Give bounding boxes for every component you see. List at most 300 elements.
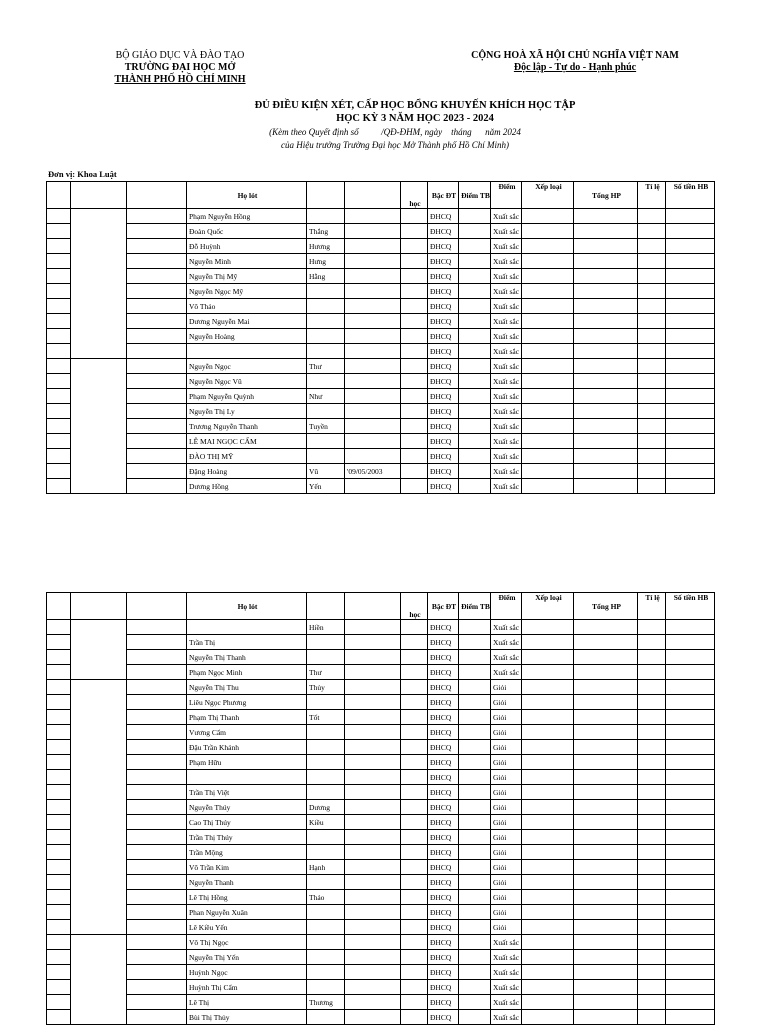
cell-ho-lot: Lê Thị Hồng bbox=[187, 890, 307, 905]
cell-xep-loai: Giỏi bbox=[491, 890, 522, 905]
cell-ngay-sinh bbox=[345, 710, 401, 725]
title-line-2: HỌC KỲ 3 NĂM HỌC 2023 - 2024 bbox=[336, 113, 494, 124]
table-cell bbox=[638, 935, 666, 950]
table-cell bbox=[71, 419, 127, 434]
table-cell bbox=[522, 419, 574, 434]
table-cell bbox=[522, 374, 574, 389]
cell-ten bbox=[307, 875, 345, 890]
table-cell bbox=[574, 389, 638, 404]
cell-xep-loai: Giỏi bbox=[491, 905, 522, 920]
table-cell bbox=[459, 479, 491, 494]
cell-ten: Hương bbox=[307, 239, 345, 254]
table-cell bbox=[71, 650, 127, 665]
table-cell bbox=[522, 239, 574, 254]
cell-xep-loai: Giỏi bbox=[491, 770, 522, 785]
cell-bac-dt: ĐHCQ bbox=[428, 299, 459, 314]
table-row bbox=[47, 665, 715, 680]
cell-xep-loai: Giỏi bbox=[491, 785, 522, 800]
table-cell bbox=[574, 314, 638, 329]
cell-xep-loai: Giỏi bbox=[491, 920, 522, 935]
cell-ngay-sinh bbox=[345, 1010, 401, 1025]
table-cell bbox=[459, 650, 491, 665]
cell-bac-dt: ĐHCQ bbox=[428, 665, 459, 680]
table-cell bbox=[71, 374, 127, 389]
table-cell bbox=[401, 905, 428, 920]
table-cell bbox=[71, 1010, 127, 1025]
table-cell bbox=[401, 950, 428, 965]
cell-xep-loai: Xuất sắc bbox=[491, 374, 522, 389]
table-cell bbox=[127, 695, 187, 710]
table-cell bbox=[459, 209, 491, 224]
cell-xep-loai: Xuất sắc bbox=[491, 209, 522, 224]
table-cell bbox=[574, 344, 638, 359]
table-cell bbox=[638, 740, 666, 755]
table-cell bbox=[47, 815, 71, 830]
table-row bbox=[47, 434, 715, 449]
table-cell bbox=[638, 920, 666, 935]
cell-ngay-sinh bbox=[345, 980, 401, 995]
table-cell bbox=[666, 680, 715, 695]
col-header-bac-dt: Bậc ĐT bbox=[428, 593, 459, 620]
table-cell bbox=[459, 1010, 491, 1025]
table-cell bbox=[47, 680, 71, 695]
table-row bbox=[47, 449, 715, 464]
table-cell bbox=[666, 815, 715, 830]
table-cell bbox=[459, 770, 491, 785]
table-cell bbox=[574, 905, 638, 920]
table-cell bbox=[522, 209, 574, 224]
cell-xep-loai: Xuất sắc bbox=[491, 434, 522, 449]
cell-ngay-sinh bbox=[345, 479, 401, 494]
header-cell bbox=[127, 182, 187, 209]
table-cell bbox=[47, 905, 71, 920]
table-cell bbox=[666, 665, 715, 680]
table-cell bbox=[127, 770, 187, 785]
table-cell bbox=[71, 329, 127, 344]
cell-xep-loai: Xuất sắc bbox=[491, 950, 522, 965]
cell-ho-lot bbox=[187, 770, 307, 785]
table-cell bbox=[638, 965, 666, 980]
table-cell bbox=[401, 269, 428, 284]
cell-ten bbox=[307, 725, 345, 740]
table-cell bbox=[127, 299, 187, 314]
table-cell bbox=[47, 665, 71, 680]
table-cell bbox=[522, 1010, 574, 1025]
table-row bbox=[47, 965, 715, 980]
cell-ho-lot: Nguyễn Ngọc Mỹ bbox=[187, 284, 307, 299]
table-cell bbox=[666, 284, 715, 299]
table-cell bbox=[401, 419, 428, 434]
table-cell bbox=[522, 359, 574, 374]
header-cell bbox=[345, 182, 401, 209]
cell-ten bbox=[307, 284, 345, 299]
table-cell bbox=[666, 620, 715, 635]
institution-header bbox=[60, 50, 300, 86]
table-cell bbox=[666, 635, 715, 650]
cell-xep-loai: Xuất sắc bbox=[491, 359, 522, 374]
cell-ho-lot: Nguyễn Thị Yến bbox=[187, 950, 307, 965]
table-cell bbox=[401, 1010, 428, 1025]
cell-bac-dt: ĐHCQ bbox=[428, 965, 459, 980]
table-cell bbox=[401, 209, 428, 224]
table-cell bbox=[71, 875, 127, 890]
cell-ho-lot: Nguyễn Ngọc bbox=[187, 359, 307, 374]
table-cell bbox=[71, 695, 127, 710]
table-row bbox=[47, 389, 715, 404]
table-cell bbox=[71, 770, 127, 785]
header-cell bbox=[307, 182, 345, 209]
table-cell bbox=[666, 224, 715, 239]
table-row bbox=[47, 464, 715, 479]
table-cell bbox=[666, 404, 715, 419]
table-cell bbox=[47, 449, 71, 464]
cell-ngay-sinh bbox=[345, 344, 401, 359]
table-cell bbox=[574, 284, 638, 299]
table-cell bbox=[459, 890, 491, 905]
table-cell bbox=[522, 770, 574, 785]
table-cell bbox=[459, 299, 491, 314]
table-cell bbox=[638, 950, 666, 965]
cell-ngay-sinh bbox=[345, 905, 401, 920]
table-cell bbox=[459, 665, 491, 680]
cell-bac-dt: ĐHCQ bbox=[428, 890, 459, 905]
table-cell bbox=[71, 665, 127, 680]
table-cell bbox=[47, 389, 71, 404]
table-cell bbox=[638, 1010, 666, 1025]
table-cell bbox=[127, 419, 187, 434]
table-cell bbox=[401, 995, 428, 1010]
table-cell bbox=[71, 344, 127, 359]
table-cell bbox=[47, 284, 71, 299]
table-cell bbox=[459, 344, 491, 359]
table-cell bbox=[401, 665, 428, 680]
col-header-xep-loai: Xếp loại bbox=[522, 593, 574, 620]
cell-ngay-sinh bbox=[345, 920, 401, 935]
col-header-tong-hp: Tổng HP bbox=[574, 182, 638, 209]
table-cell bbox=[459, 389, 491, 404]
table-cell bbox=[574, 860, 638, 875]
cell-ngay-sinh bbox=[345, 815, 401, 830]
cell-ten: Hưng bbox=[307, 254, 345, 269]
table-row bbox=[47, 479, 715, 494]
table-cell bbox=[401, 845, 428, 860]
cell-xep-loai: Giỏi bbox=[491, 800, 522, 815]
table-cell bbox=[47, 740, 71, 755]
cell-ngay-sinh bbox=[345, 635, 401, 650]
cell-ho-lot: Lê Thị bbox=[187, 995, 307, 1010]
cell-xep-loai: Giỏi bbox=[491, 710, 522, 725]
table-cell bbox=[401, 404, 428, 419]
table-cell bbox=[666, 770, 715, 785]
table-cell bbox=[47, 464, 71, 479]
table-cell bbox=[71, 965, 127, 980]
cell-bac-dt: ĐHCQ bbox=[428, 449, 459, 464]
cell-xep-loai: Xuất sắc bbox=[491, 479, 522, 494]
cell-ten bbox=[307, 965, 345, 980]
table-cell bbox=[638, 239, 666, 254]
table-cell bbox=[47, 635, 71, 650]
table-cell bbox=[574, 695, 638, 710]
table-cell bbox=[459, 314, 491, 329]
table-cell bbox=[666, 785, 715, 800]
cell-ngay-sinh bbox=[345, 224, 401, 239]
table-cell bbox=[401, 254, 428, 269]
table-cell bbox=[459, 620, 491, 635]
table-cell bbox=[71, 224, 127, 239]
header-cell bbox=[71, 182, 127, 209]
cell-bac-dt: ĐHCQ bbox=[428, 329, 459, 344]
decision-note-line-2: của Hiệu trưởng Trường Đại học Mở Thành phố Hồ Chí Minh) bbox=[281, 140, 509, 150]
table-row bbox=[47, 269, 715, 284]
cell-ngay-sinh bbox=[345, 800, 401, 815]
table-cell bbox=[574, 479, 638, 494]
table-cell bbox=[522, 620, 574, 635]
table-cell bbox=[574, 404, 638, 419]
table-cell bbox=[666, 740, 715, 755]
cell-xep-loai: Giỏi bbox=[491, 755, 522, 770]
table-row bbox=[47, 920, 715, 935]
cell-ngay-sinh bbox=[345, 329, 401, 344]
cell-ho-lot: Võ Thị Ngọc bbox=[187, 935, 307, 950]
table-cell bbox=[401, 239, 428, 254]
cell-ho-lot: Bùi Thị Thủy bbox=[187, 1010, 307, 1025]
table-cell bbox=[401, 299, 428, 314]
table-cell bbox=[574, 359, 638, 374]
table-cell bbox=[522, 950, 574, 965]
table-cell bbox=[401, 965, 428, 980]
cell-ho-lot: Dương Nguyễn Mai bbox=[187, 314, 307, 329]
table-cell bbox=[522, 755, 574, 770]
table-cell bbox=[666, 800, 715, 815]
col-header-ti-le: Tỉ lệ bbox=[638, 593, 666, 620]
table-cell bbox=[47, 209, 71, 224]
cell-ngay-sinh bbox=[345, 950, 401, 965]
table-cell bbox=[522, 875, 574, 890]
table-row bbox=[47, 1010, 715, 1025]
table-cell bbox=[522, 254, 574, 269]
table-cell bbox=[522, 785, 574, 800]
table-cell bbox=[127, 329, 187, 344]
cell-bac-dt: ĐHCQ bbox=[428, 254, 459, 269]
table-cell bbox=[71, 740, 127, 755]
decision-note-line-1: (Kèm theo Quyết định số /QĐ-ĐHM, ngày tháng năm 2024 bbox=[269, 127, 521, 137]
table-cell bbox=[666, 299, 715, 314]
cell-bac-dt: ĐHCQ bbox=[428, 740, 459, 755]
cell-ngay-sinh bbox=[345, 359, 401, 374]
table-cell bbox=[666, 239, 715, 254]
table-cell bbox=[401, 980, 428, 995]
cell-ten: Vũ bbox=[307, 464, 345, 479]
cell-xep-loai: Xuất sắc bbox=[491, 404, 522, 419]
col-header-ho-lot: Họ lót bbox=[187, 182, 307, 209]
cell-ten: Thư bbox=[307, 359, 345, 374]
table-cell bbox=[638, 269, 666, 284]
table-row bbox=[47, 620, 715, 635]
cell-ten: Thư bbox=[307, 665, 345, 680]
table-cell bbox=[71, 464, 127, 479]
cell-ngay-sinh bbox=[345, 254, 401, 269]
cell-bac-dt: ĐHCQ bbox=[428, 344, 459, 359]
table-cell bbox=[459, 419, 491, 434]
cell-xep-loai: Xuất sắc bbox=[491, 329, 522, 344]
table-cell bbox=[459, 434, 491, 449]
table-cell bbox=[127, 479, 187, 494]
cell-xep-loai: Xuất sắc bbox=[491, 665, 522, 680]
table-cell bbox=[522, 434, 574, 449]
table-cell bbox=[459, 755, 491, 770]
table-cell bbox=[47, 770, 71, 785]
table-cell bbox=[666, 995, 715, 1010]
table-cell bbox=[127, 830, 187, 845]
table-row bbox=[47, 239, 715, 254]
table-cell bbox=[666, 269, 715, 284]
cell-ten: Thủy bbox=[307, 680, 345, 695]
col-header-hoc: học bbox=[401, 182, 428, 209]
cell-ngay-sinh bbox=[345, 725, 401, 740]
table-cell bbox=[47, 419, 71, 434]
cell-xep-loai: Xuất sắc bbox=[491, 965, 522, 980]
table-row bbox=[47, 740, 715, 755]
col-header-diem: Điểm bbox=[491, 593, 522, 620]
table-cell bbox=[71, 209, 127, 224]
cell-bac-dt: ĐHCQ bbox=[428, 980, 459, 995]
table-cell bbox=[522, 980, 574, 995]
cell-ngay-sinh bbox=[345, 299, 401, 314]
cell-ho-lot: Phạm Hữu bbox=[187, 755, 307, 770]
cell-bac-dt: ĐHCQ bbox=[428, 710, 459, 725]
table-cell bbox=[574, 770, 638, 785]
table-cell bbox=[522, 479, 574, 494]
cell-ngay-sinh bbox=[345, 755, 401, 770]
cell-bac-dt: ĐHCQ bbox=[428, 770, 459, 785]
table-row bbox=[47, 815, 715, 830]
table-cell bbox=[71, 434, 127, 449]
table-row bbox=[47, 374, 715, 389]
table-cell bbox=[127, 359, 187, 374]
table-row bbox=[47, 890, 715, 905]
table-cell bbox=[127, 344, 187, 359]
table-cell bbox=[638, 680, 666, 695]
cell-ten bbox=[307, 740, 345, 755]
table-cell bbox=[638, 710, 666, 725]
table-cell bbox=[522, 965, 574, 980]
cell-ngay-sinh bbox=[345, 284, 401, 299]
table-cell bbox=[47, 344, 71, 359]
table-header-row bbox=[47, 182, 715, 209]
table-cell bbox=[401, 830, 428, 845]
table-cell bbox=[459, 830, 491, 845]
table-row bbox=[47, 770, 715, 785]
cell-ngay-sinh bbox=[345, 935, 401, 950]
cell-ho-lot: Phạm Nguyễn Quỳnh bbox=[187, 389, 307, 404]
table-cell bbox=[127, 920, 187, 935]
table-cell bbox=[71, 800, 127, 815]
table-cell bbox=[574, 464, 638, 479]
cell-bac-dt: ĐHCQ bbox=[428, 725, 459, 740]
table-row bbox=[47, 329, 715, 344]
table-cell bbox=[666, 845, 715, 860]
cell-xep-loai: Xuất sắc bbox=[491, 224, 522, 239]
cell-xep-loai: Xuất sắc bbox=[491, 1010, 522, 1025]
cell-ten bbox=[307, 1010, 345, 1025]
cell-ngay-sinh bbox=[345, 665, 401, 680]
table-cell bbox=[574, 239, 638, 254]
cell-ho-lot: LÊ MAI NGỌC CẨM bbox=[187, 434, 307, 449]
table-cell bbox=[638, 254, 666, 269]
table-cell bbox=[574, 950, 638, 965]
table-cell bbox=[47, 620, 71, 635]
table-cell bbox=[127, 650, 187, 665]
cell-ten bbox=[307, 980, 345, 995]
cell-ho-lot: Trần Thị bbox=[187, 635, 307, 650]
table-cell bbox=[459, 980, 491, 995]
table-cell bbox=[522, 404, 574, 419]
cell-ho-lot: Đặng Hoàng bbox=[187, 464, 307, 479]
cell-bac-dt: ĐHCQ bbox=[428, 845, 459, 860]
cell-ho-lot: Dương Hồng bbox=[187, 479, 307, 494]
table-cell bbox=[638, 875, 666, 890]
table-cell bbox=[71, 935, 127, 950]
table-cell bbox=[574, 845, 638, 860]
table-cell bbox=[71, 404, 127, 419]
cell-xep-loai: Xuất sắc bbox=[491, 389, 522, 404]
table-cell bbox=[127, 815, 187, 830]
table-cell bbox=[638, 479, 666, 494]
cell-ho-lot: Phan Nguyễn Xuân bbox=[187, 905, 307, 920]
document-title bbox=[200, 99, 630, 125]
table-cell bbox=[666, 695, 715, 710]
table-cell bbox=[638, 464, 666, 479]
header-cell bbox=[47, 182, 71, 209]
cell-ho-lot: Phạm Ngọc Minh bbox=[187, 665, 307, 680]
table-cell bbox=[127, 875, 187, 890]
cell-ten bbox=[307, 209, 345, 224]
table-cell bbox=[71, 359, 127, 374]
col-header-diem-tb: Điểm TB bbox=[459, 182, 491, 209]
cell-ten bbox=[307, 314, 345, 329]
header-cell bbox=[345, 593, 401, 620]
decision-note bbox=[160, 126, 630, 152]
cell-xep-loai: Giỏi bbox=[491, 815, 522, 830]
table-cell bbox=[666, 980, 715, 995]
cell-bac-dt: ĐHCQ bbox=[428, 935, 459, 950]
table-cell bbox=[666, 905, 715, 920]
cell-ten bbox=[307, 920, 345, 935]
cell-bac-dt: ĐHCQ bbox=[428, 680, 459, 695]
table-cell bbox=[574, 710, 638, 725]
cell-ho-lot: Nguyễn Thanh bbox=[187, 875, 307, 890]
title-line-1: ĐỦ ĐIỀU KIỆN XÉT, CẤP HỌC BỔNG KHUYẾN KHÍCH HỌC TẬP bbox=[254, 100, 576, 111]
cell-xep-loai: Giỏi bbox=[491, 725, 522, 740]
table-cell bbox=[459, 740, 491, 755]
table-cell bbox=[459, 449, 491, 464]
cell-ten: Thảo bbox=[307, 890, 345, 905]
table-cell bbox=[574, 635, 638, 650]
cell-xep-loai: Xuất sắc bbox=[491, 449, 522, 464]
table-cell bbox=[401, 449, 428, 464]
cell-xep-loai: Xuất sắc bbox=[491, 254, 522, 269]
cell-bac-dt: ĐHCQ bbox=[428, 620, 459, 635]
table-cell bbox=[401, 389, 428, 404]
table-cell bbox=[47, 434, 71, 449]
table-cell bbox=[638, 890, 666, 905]
cell-bac-dt: ĐHCQ bbox=[428, 224, 459, 239]
table-row bbox=[47, 995, 715, 1010]
table-cell bbox=[666, 449, 715, 464]
table-cell bbox=[401, 224, 428, 239]
table-cell bbox=[459, 905, 491, 920]
table-cell bbox=[127, 389, 187, 404]
